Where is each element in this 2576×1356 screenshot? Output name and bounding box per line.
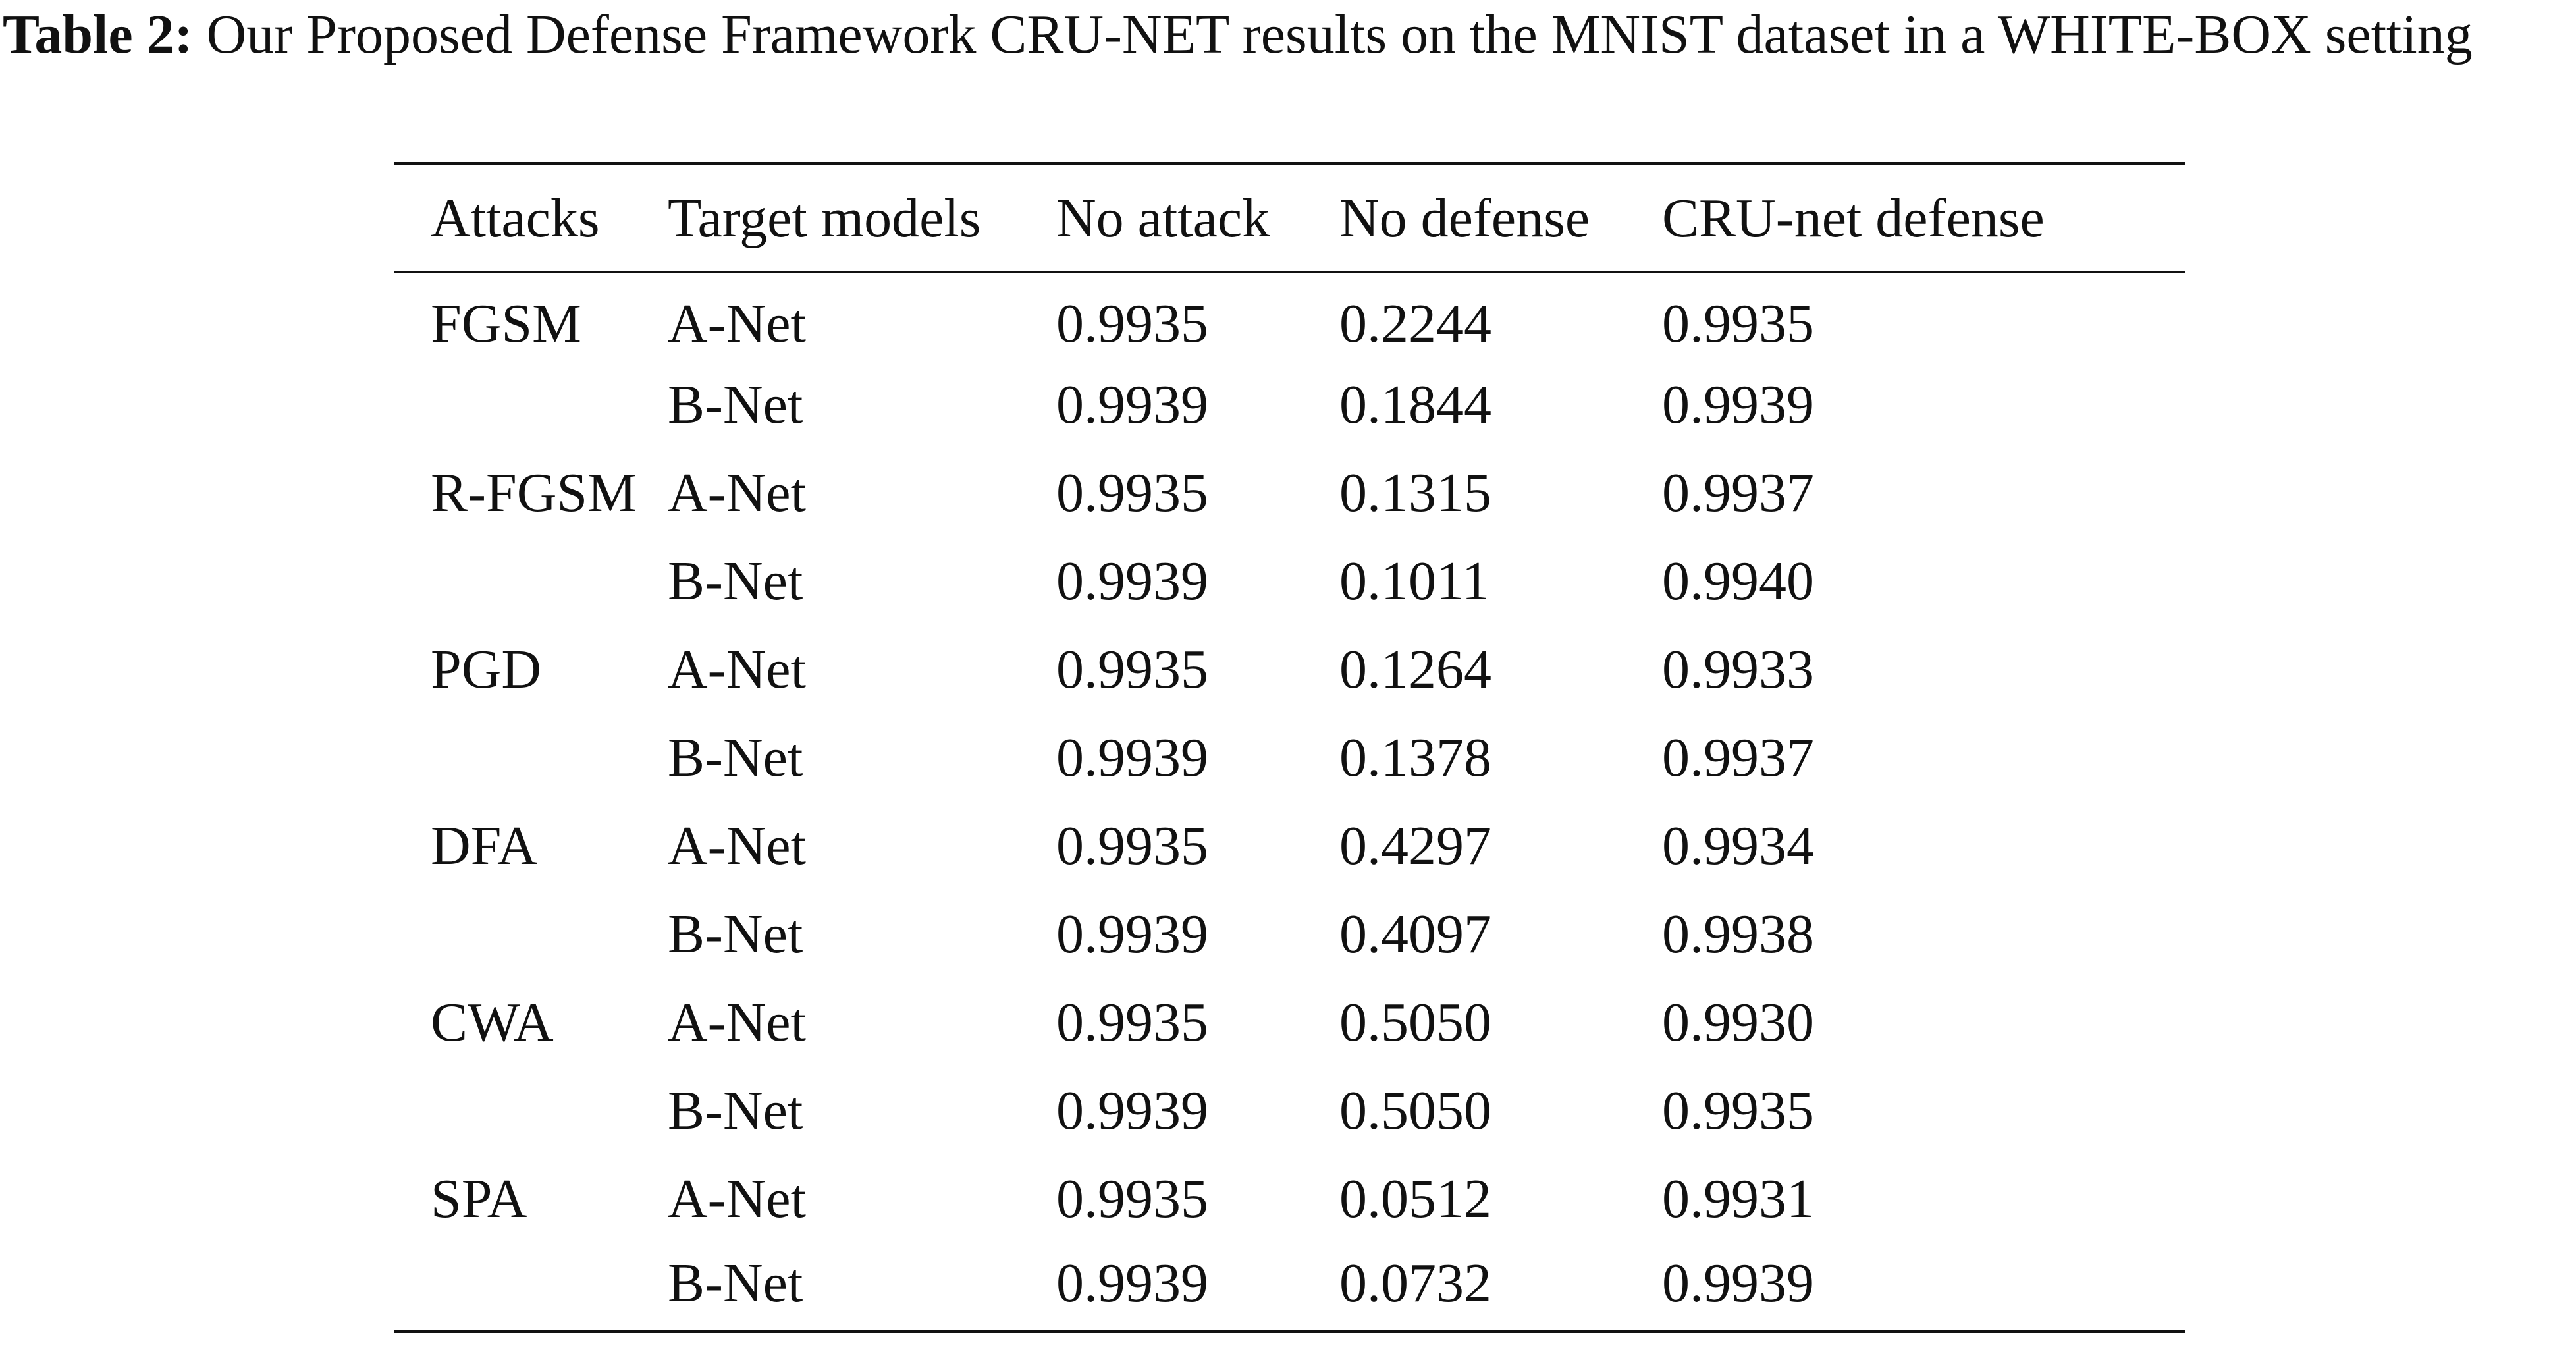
model-cell: B-Net	[668, 903, 803, 965]
header-attacks: Attacks	[431, 187, 600, 249]
model-cell: A-Net	[668, 462, 806, 524]
no-defense-cell: 0.1011	[1339, 550, 1489, 612]
no-attack-cell: 0.9939	[1056, 1079, 1208, 1141]
cru-net-defense-cell: 0.9933	[1662, 638, 1814, 700]
caption-text: Our Proposed Defense Framework CRU-NET results on the MNIST dataset in a WHITE-BOX setting	[206, 4, 2473, 65]
table-row	[394, 978, 2185, 1066]
attack-cell: FGSM	[431, 292, 581, 354]
attack-cell: R-FGSM	[431, 462, 637, 524]
no-attack-cell: 0.9939	[1056, 550, 1208, 612]
model-cell: B-Net	[668, 373, 803, 435]
cru-net-defense-cell: 0.9934	[1662, 815, 1814, 877]
model-cell: A-Net	[668, 638, 806, 700]
table-row	[394, 360, 2185, 448]
no-defense-cell: 0.4297	[1339, 815, 1491, 877]
header-no-attack: No attack	[1056, 187, 1270, 249]
attack-cell	[394, 713, 668, 801]
attack-cell	[394, 1243, 668, 1331]
no-defense-cell: 0.1378	[1339, 726, 1491, 788]
model-cell: A-Net	[668, 815, 806, 877]
attack-cell: PGD	[431, 638, 542, 700]
no-defense-cell: 0.1315	[1339, 462, 1491, 524]
header-no-defense: No defense	[1339, 187, 1590, 249]
table-row	[394, 272, 2185, 360]
cru-net-defense-cell: 0.9938	[1662, 903, 1814, 965]
no-attack-cell: 0.9935	[1056, 638, 1208, 700]
no-defense-cell: 0.1264	[1339, 638, 1491, 700]
model-cell: B-Net	[668, 550, 803, 612]
table-body	[394, 272, 2185, 1331]
cru-net-defense-cell: 0.9931	[1662, 1168, 1814, 1230]
table-row	[394, 713, 2185, 801]
no-attack-cell: 0.9935	[1056, 991, 1208, 1053]
table-row	[394, 448, 2185, 537]
no-attack-cell: 0.9939	[1056, 1253, 1208, 1315]
attack-cell: SPA	[431, 1168, 527, 1230]
model-cell: B-Net	[668, 1253, 803, 1315]
no-attack-cell: 0.9935	[1056, 462, 1208, 524]
attack-cell	[394, 537, 668, 625]
attack-cell	[394, 890, 668, 978]
model-cell: A-Net	[668, 1168, 806, 1230]
table-row	[394, 1243, 2185, 1331]
results-table	[394, 162, 2185, 1333]
cru-net-defense-cell: 0.9940	[1662, 550, 1814, 612]
no-defense-cell: 0.1844	[1339, 373, 1491, 435]
cru-net-defense-cell: 0.9939	[1662, 1253, 1814, 1315]
cru-net-defense-cell: 0.9935	[1662, 1079, 1814, 1141]
no-defense-cell: 0.0512	[1339, 1168, 1491, 1230]
header-cru-net-defense: CRU-net defense	[1662, 187, 2045, 249]
no-defense-cell: 0.5050	[1339, 1079, 1491, 1141]
no-defense-cell: 0.0732	[1339, 1253, 1491, 1315]
no-attack-cell: 0.9935	[1056, 1168, 1208, 1230]
table-row	[394, 1066, 2185, 1154]
table-header-row	[394, 164, 2185, 273]
no-attack-cell: 0.9939	[1056, 726, 1208, 788]
cru-net-defense-cell: 0.9937	[1662, 462, 1814, 524]
table-caption	[3, 0, 2571, 69]
no-attack-cell: 0.9939	[1056, 903, 1208, 965]
results-table-container	[394, 162, 2185, 1333]
table-row	[394, 625, 2185, 713]
model-cell: B-Net	[668, 726, 803, 788]
no-defense-cell: 0.2244	[1339, 292, 1491, 354]
attack-cell	[394, 1066, 668, 1154]
table-row	[394, 801, 2185, 890]
no-attack-cell: 0.9935	[1056, 815, 1208, 877]
attack-cell: CWA	[431, 991, 554, 1053]
header-target-models: Target models	[668, 187, 981, 249]
table-row	[394, 1154, 2185, 1243]
caption-label: Table 2:	[3, 4, 193, 65]
model-cell: A-Net	[668, 292, 806, 354]
table-row	[394, 537, 2185, 625]
table-row	[394, 890, 2185, 978]
no-defense-cell: 0.4097	[1339, 903, 1491, 965]
cru-net-defense-cell: 0.9939	[1662, 373, 1814, 435]
model-cell: A-Net	[668, 991, 806, 1053]
no-defense-cell: 0.5050	[1339, 991, 1491, 1053]
no-attack-cell: 0.9935	[1056, 292, 1208, 354]
attack-cell	[394, 360, 668, 448]
no-attack-cell: 0.9939	[1056, 373, 1208, 435]
cru-net-defense-cell: 0.9935	[1662, 292, 1814, 354]
model-cell: B-Net	[668, 1079, 803, 1141]
cru-net-defense-cell: 0.9930	[1662, 991, 1814, 1053]
attack-cell: DFA	[431, 815, 537, 877]
cru-net-defense-cell: 0.9937	[1662, 726, 1814, 788]
